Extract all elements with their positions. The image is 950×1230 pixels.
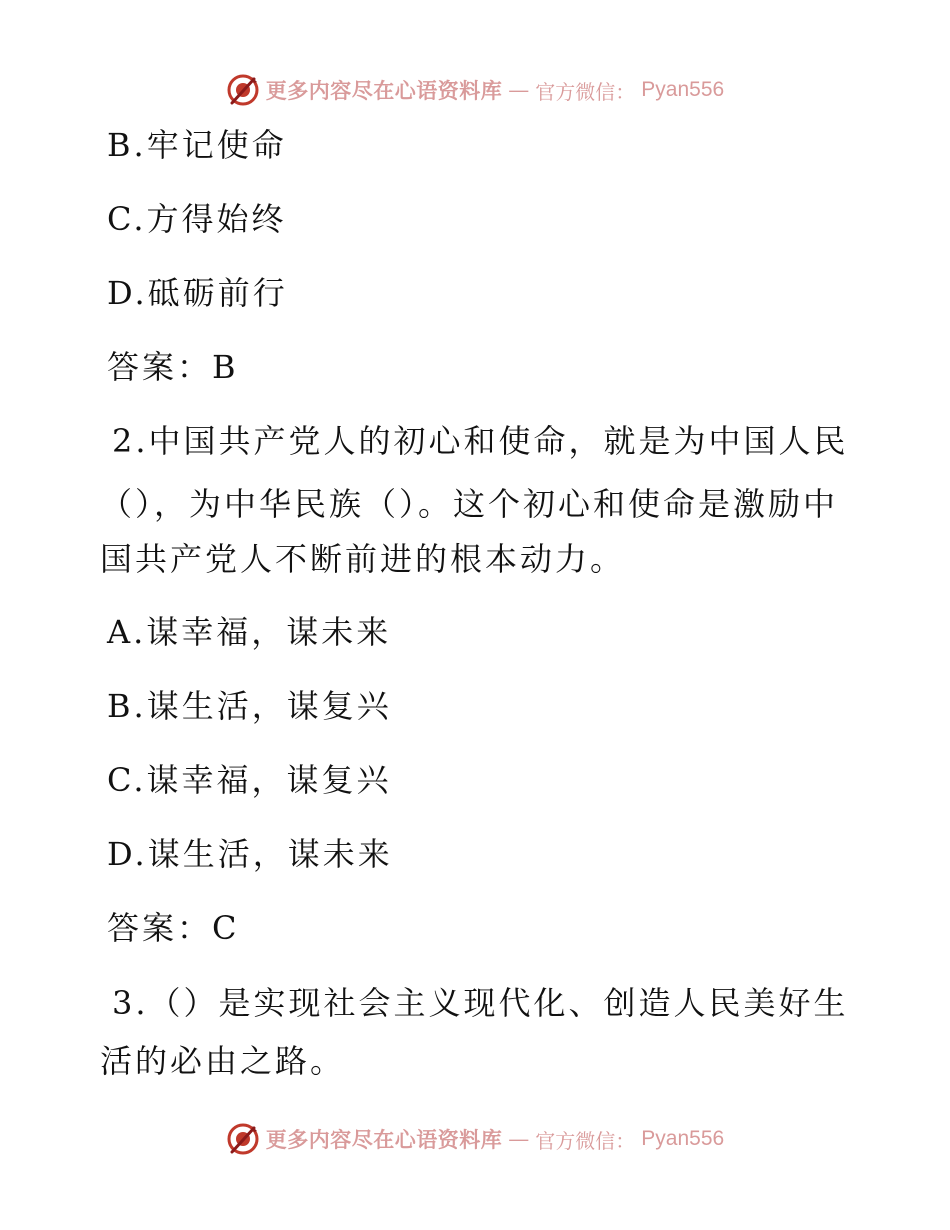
header-banner — [0, 70, 950, 110]
q2-option-a-line: A.谋幸福，谋未来 — [107, 613, 392, 651]
footer-brand-text: 更多内容尽在心语资料库 — [265, 1127, 503, 1152]
header-wechat-label: 官方微信： — [535, 79, 636, 104]
footer-banner — [0, 1119, 950, 1159]
question-3-line-1: 3.（）是实现社会主义现代化、创造人民美好生 — [112, 984, 849, 1022]
q2-option-d-line: D.谋生活，谋未来 — [107, 835, 393, 873]
q2-answer-line: 答案：C — [107, 909, 240, 947]
option-d-line: D.砥砺前行 — [107, 274, 288, 312]
q2-option-c-line: C.谋幸福，谋复兴 — [107, 761, 392, 799]
q2-option-b-line: B.谋生活，谋复兴 — [107, 687, 392, 725]
header-dash: — — [508, 78, 530, 102]
answer-line: 答案：B — [107, 348, 239, 386]
footer-dash: — — [508, 1127, 530, 1151]
option-c-line: C.方得始终 — [107, 200, 287, 238]
option-b-line: B.牢记使命 — [107, 126, 287, 164]
header-brand-text: 更多内容尽在心语资料库 — [265, 78, 503, 103]
question-2-line-1: 2.中国共产党人的初心和使命，就是为中国人民 — [112, 422, 849, 460]
question-3-line-2: 活的必由之路。 — [100, 1042, 346, 1080]
seal-pen-logo-icon — [226, 1122, 260, 1156]
question-2-line-3: 国共产党人不断前进的根本动力。 — [100, 540, 626, 578]
footer-wechat-id: Pyan556 — [641, 1127, 725, 1150]
header-wechat-id: Pyan556 — [641, 78, 725, 101]
question-2-line-2: （），为中华民族（）。这个初心和使命是激励中 — [100, 485, 839, 523]
footer-wechat-label: 官方微信： — [535, 1128, 636, 1153]
seal-pen-logo-icon — [226, 73, 260, 107]
